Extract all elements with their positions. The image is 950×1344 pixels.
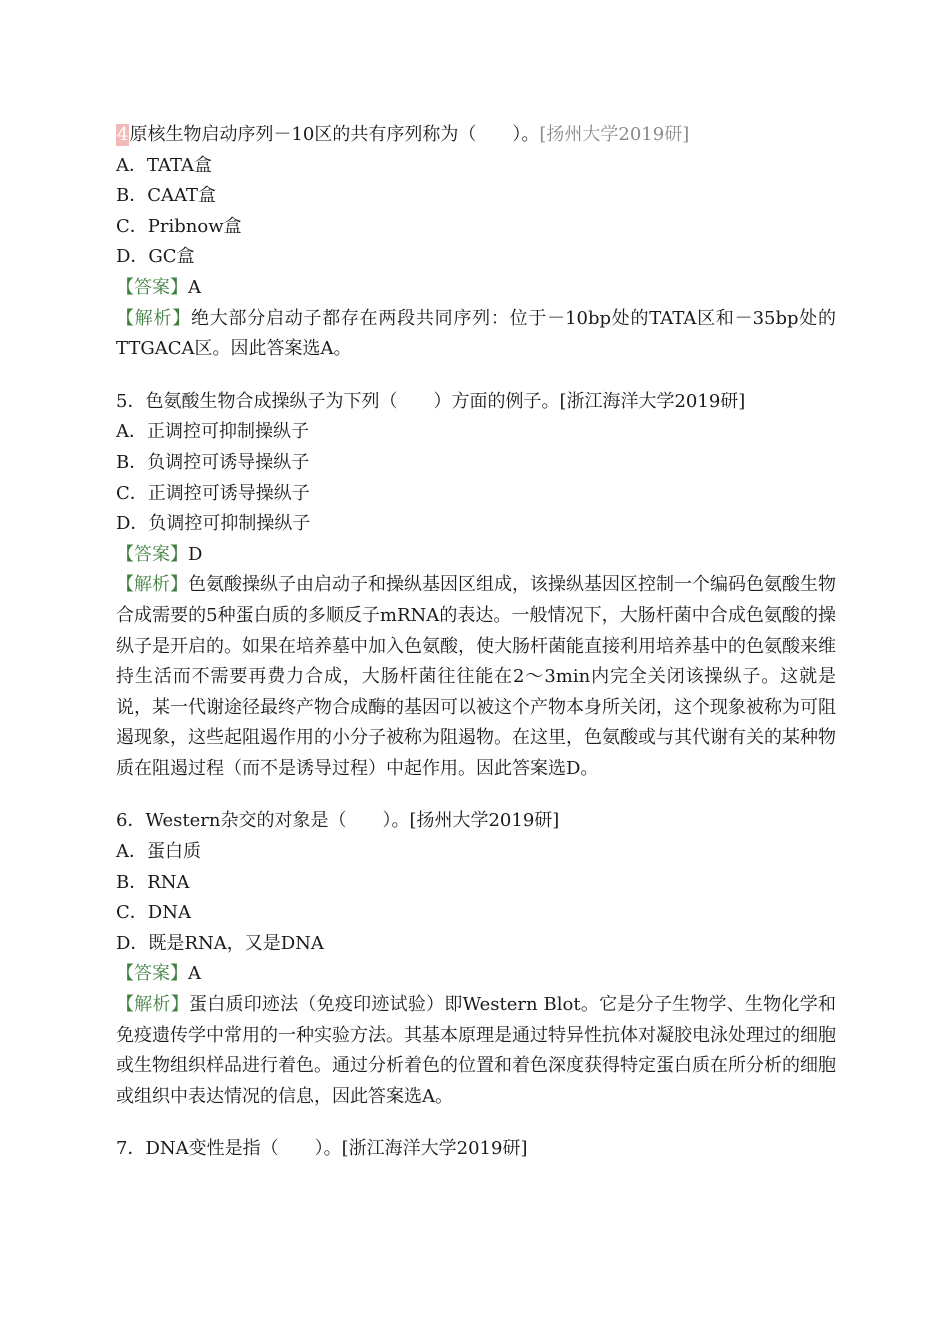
question-5-stem: 5．色氨酸生物合成操纵子为下列（ ）方面的例子。[浙江海洋大学2019研]	[116, 390, 746, 412]
option-a: A．正调控可抑制操纵子	[116, 421, 309, 443]
analysis-label: 【解析】	[116, 307, 191, 329]
analysis-text: 蛋白质印迹法（免疫印迹试验）即Western Blot。它是分子生物学、生物化学和免疫遗传学中常用的一种实验方法。其基本原理是通过特异性抗体对凝胶电泳处理过的细胞或生物组织样品进行着色。通过分析着色的位置和着色深度获得特定蛋白质在所分析的细胞或组织中表达情况的信息，因此答案选A。	[116, 994, 836, 1107]
analysis-label: 【解析】	[116, 994, 189, 1016]
option-d: D．负调控可抑制操纵子	[116, 513, 311, 535]
analysis-label: 【解析】	[116, 574, 188, 596]
answer-line	[116, 540, 836, 571]
question-number-highlight: 4	[117, 124, 129, 145]
answer-line	[116, 273, 836, 304]
option-a: A．TATA盒	[116, 154, 213, 176]
question-source: [扬州大学2019研]	[539, 124, 690, 145]
option-b: B．RNA	[116, 871, 190, 893]
answer-line	[116, 959, 836, 990]
document-page	[116, 120, 836, 1165]
answer-value: D	[188, 543, 203, 565]
option-d: D．既是RNA，又是DNA	[116, 932, 324, 954]
analysis-paragraph	[116, 990, 836, 1112]
answer-label: 【答案】	[116, 276, 188, 298]
option-b: B．CAAT盒	[116, 185, 217, 207]
question-7-stem: 7．DNA变性是指（ ）。[浙江海洋大学2019研]	[116, 1138, 528, 1160]
analysis-paragraph	[116, 570, 836, 784]
option-c: C．Pribnow盒	[116, 215, 242, 237]
answer-label: 【答案】	[116, 543, 188, 565]
analysis-text: 色氨酸操纵子由启动子和操纵基因区组成，该操纵基因区控制一个编码色氨酸生物合成需要的5种蛋白质的多顺反子mRNA的表达。一般情况下，大肠杆菌中合成色氨酸的操纵子是开启的。如果在培养墓中加入色氨酸，使大肠杆菌能直接利用培养基中的色氨酸来维持生活而不需要再费力合成，大肠杆菌往往能在2～3min内完全关闭该操纵子。这就是说，某一代谢途径最终产物合成酶的基因可以被这个产物本身所关闭，这个现象被称为可阻遏现象，这些起阻遏作用的小分子被称为阻遏物。在这里，色氨酸或与其代谢有关的某种物质在阻遏过程（而不是诱导过程）中起作用。因此答案选D。	[116, 574, 836, 779]
answer-label: 【答案】	[116, 963, 188, 985]
question-stem-text: 原核生物启动序列－10区的共有序列称为（ ）。	[129, 124, 540, 145]
answer-value: A	[188, 963, 201, 985]
analysis-paragraph	[116, 304, 836, 365]
question-4-stem	[116, 120, 836, 151]
option-c: C．正调控可诱导操纵子	[116, 482, 310, 504]
option-c: C．DNA	[116, 902, 191, 924]
option-a: A．蛋白质	[116, 841, 201, 863]
question-6-stem: 6．Western杂交的对象是（ ）。[扬州大学2019研]	[116, 810, 560, 832]
option-b: B．负调控可诱导操纵子	[116, 451, 310, 473]
answer-value: A	[188, 276, 201, 298]
analysis-text: 绝大部分启动子都存在两段共同序列：位于－10bp处的TATA区和－35bp处的TTGACA区。因此答案选A。	[116, 307, 837, 360]
option-d: D．GC盒	[116, 246, 195, 268]
